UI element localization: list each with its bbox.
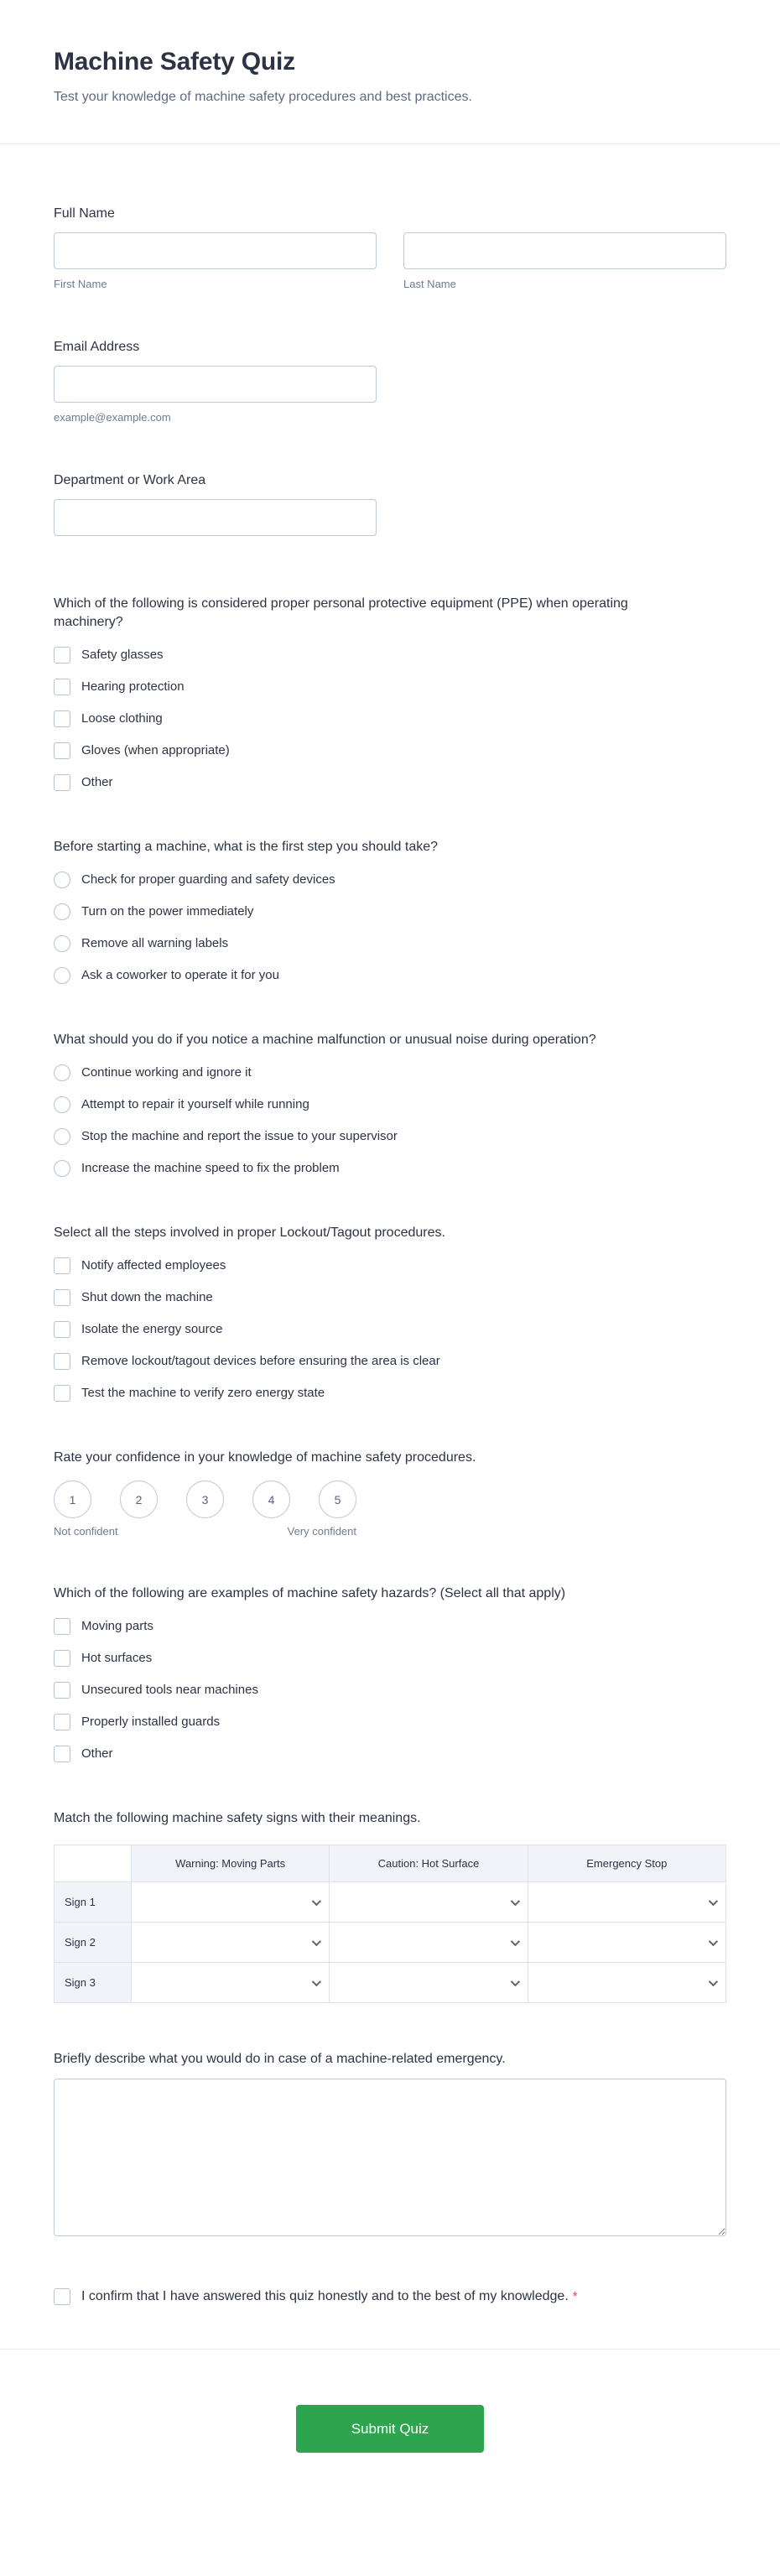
name-inputs-row <box>54 232 726 291</box>
confirm-label <box>81 2287 578 2307</box>
scale-option-2[interactable]: 2 <box>120 1481 158 1518</box>
checkbox[interactable] <box>54 1385 70 1402</box>
radio-option[interactable] <box>54 1095 726 1113</box>
chevron-down-icon <box>709 1896 718 1905</box>
matrix-dropdown[interactable] <box>132 1963 329 2002</box>
option-label: Safety glasses <box>81 648 164 662</box>
radio-button[interactable] <box>54 1096 70 1113</box>
checkbox[interactable] <box>54 1321 70 1338</box>
option-label: Unsecured tools near machines <box>81 1683 258 1697</box>
hazards-options <box>54 1617 726 1762</box>
option-label: Isolate the energy source <box>81 1322 223 1336</box>
question-confidence <box>54 1449 726 1538</box>
checkbox[interactable] <box>54 1289 70 1306</box>
option-label: Turn on the power immediately <box>81 904 254 919</box>
matrix-row <box>55 1923 726 1963</box>
option-label: Hot surfaces <box>81 1651 153 1665</box>
checkbox-option[interactable] <box>54 1384 726 1402</box>
lockout-options <box>54 1257 726 1402</box>
radio-option[interactable] <box>54 1127 726 1145</box>
checkbox[interactable] <box>54 1714 70 1730</box>
matrix-row-header: Sign 2 <box>55 1923 132 1963</box>
question-emergency <box>54 2050 726 2236</box>
form-subtitle: Test your knowledge of machine safety procedures and best practices. <box>54 90 472 104</box>
matrix-dropdown-cell[interactable] <box>132 1882 330 1923</box>
question-label: Which of the following are examples of machine safety hazards? (Select all that apply) <box>54 1586 566 1600</box>
field-full-name <box>54 205 726 291</box>
scale-option-3[interactable]: 3 <box>186 1481 224 1518</box>
checkbox[interactable] <box>54 2288 70 2305</box>
radio-option[interactable] <box>54 1159 726 1177</box>
option-label: Notify affected employees <box>81 1258 226 1272</box>
chevron-down-icon <box>312 1976 321 1985</box>
scale-options <box>54 1481 356 1518</box>
question-malfunction <box>54 1031 726 1177</box>
full-name-label: Full Name <box>54 206 115 221</box>
matrix-dropdown-cell[interactable] <box>330 1923 528 1963</box>
radio-button[interactable] <box>54 935 70 952</box>
matrix-dropdown[interactable] <box>132 1923 329 1962</box>
chevron-down-icon <box>312 1896 321 1905</box>
option-label: Moving parts <box>81 1619 153 1633</box>
question-label: Before starting a machine, what is the first step you should take? <box>54 840 439 854</box>
checkbox-option[interactable] <box>54 1288 726 1306</box>
email-input[interactable] <box>54 366 377 403</box>
option-label: Test the machine to verify zero energy state <box>81 1386 325 1400</box>
question-first-step <box>54 838 726 984</box>
confirm-checkbox-option[interactable] <box>54 2287 726 2307</box>
checkbox-option[interactable] <box>54 742 726 759</box>
checkbox[interactable] <box>54 1650 70 1667</box>
question-ppe <box>54 595 726 791</box>
checkbox-option[interactable] <box>54 710 726 727</box>
radio-option[interactable] <box>54 903 726 920</box>
question-lockout <box>54 1224 726 1402</box>
option-label: Ask a coworker to operate it for you <box>81 968 279 982</box>
option-label: Properly installed guards <box>81 1715 221 1729</box>
matrix-dropdown-cell[interactable] <box>132 1963 330 2003</box>
option-label: Remove all warning labels <box>81 936 229 950</box>
ppe-options <box>54 646 726 791</box>
field-department <box>54 471 726 536</box>
option-label: Stop the machine and report the issue to your supervisor <box>81 1129 398 1143</box>
scale-labels <box>54 1525 356 1538</box>
question-label: Which of the following is considered proper personal protective equipment (PPE) when operating machinery? <box>54 596 628 629</box>
department-label: Department or Work Area <box>54 473 206 487</box>
question-hazards <box>54 1585 726 1762</box>
scale-option-1[interactable]: 1 <box>54 1481 91 1518</box>
matrix-column-header: Emergency Stop <box>528 1845 725 1882</box>
matrix-row <box>55 1963 726 2003</box>
checkbox[interactable] <box>54 742 70 759</box>
header-divider <box>0 143 780 144</box>
first-step-options <box>54 871 726 984</box>
malfunction-options <box>54 1064 726 1177</box>
field-email <box>54 338 726 424</box>
checkbox-option[interactable] <box>54 1713 726 1730</box>
submit-button[interactable]: Submit Quiz <box>296 2405 484 2453</box>
radio-button[interactable] <box>54 1064 70 1081</box>
option-label: Attempt to repair it yourself while running <box>81 1097 309 1111</box>
matrix-dropdown[interactable] <box>528 1963 725 2002</box>
option-label: Check for proper guarding and safety devices <box>81 872 335 887</box>
form-header <box>0 0 780 107</box>
checkbox[interactable] <box>54 774 70 791</box>
radio-option[interactable] <box>54 871 726 888</box>
question-label: What should you do if you notice a machine malfunction or unusual noise during operation? <box>54 1033 596 1047</box>
option-label: Other <box>81 775 113 789</box>
checkbox-option[interactable] <box>54 1681 726 1699</box>
checkbox[interactable] <box>54 1353 70 1370</box>
chevron-down-icon <box>510 1896 519 1905</box>
submit-section <box>0 2350 780 2504</box>
scale-max-label: Very confident <box>287 1525 356 1538</box>
matrix-dropdown[interactable] <box>528 1882 725 1922</box>
checkbox[interactable] <box>54 1257 70 1274</box>
matrix-corner-cell <box>55 1845 132 1882</box>
email-sublabel: example@example.com <box>54 411 171 424</box>
form-body <box>0 205 780 2307</box>
question-label: Select all the steps involved in proper Lockout/Tagout procedures. <box>54 1226 445 1240</box>
option-label: Continue working and ignore it <box>81 1065 252 1080</box>
chevron-down-icon <box>709 1936 718 1945</box>
checkbox-option[interactable] <box>54 773 726 791</box>
first-name-sublabel: First Name <box>54 278 107 290</box>
form-title: Machine Safety Quiz <box>54 48 295 75</box>
scale-option-5[interactable]: 5 <box>319 1481 356 1518</box>
matrix-row-header: Sign 3 <box>55 1963 132 2003</box>
checkbox[interactable] <box>54 1746 70 1762</box>
chevron-down-icon <box>510 1936 519 1945</box>
option-label: Increase the machine speed to fix the problem <box>81 1161 340 1175</box>
question-label: Briefly describe what you would do in case of a machine-related emergency. <box>54 2052 506 2066</box>
last-name-column <box>403 232 726 291</box>
option-label: Gloves (when appropriate) <box>81 743 230 757</box>
radio-button[interactable] <box>54 903 70 920</box>
department-input[interactable] <box>54 499 377 536</box>
checkbox-option[interactable] <box>54 1320 726 1338</box>
radio-option[interactable] <box>54 966 726 984</box>
matrix-dropdown[interactable] <box>330 1882 527 1922</box>
radio-button[interactable] <box>54 872 70 888</box>
required-asterisk: * <box>572 2289 578 2303</box>
chevron-down-icon <box>312 1936 321 1945</box>
matrix-dropdown[interactable] <box>132 1882 329 1922</box>
radio-button[interactable] <box>54 967 70 984</box>
question-label: Rate your confidence in your knowledge of machine safety procedures. <box>54 1450 476 1465</box>
checkbox[interactable] <box>54 1618 70 1635</box>
scale-option-4[interactable]: 4 <box>252 1481 290 1518</box>
checkbox-option[interactable] <box>54 1617 726 1635</box>
matrix-dropdown-cell[interactable] <box>528 1923 725 1963</box>
confirm-text: I confirm that I have answered this quiz honestly and to the best of my knowledge. <box>81 2289 569 2303</box>
option-label: Other <box>81 1746 113 1761</box>
matrix-row-header: Sign 1 <box>55 1882 132 1923</box>
checkbox[interactable] <box>54 1682 70 1699</box>
checkbox[interactable] <box>54 647 70 664</box>
radio-button[interactable] <box>54 1128 70 1145</box>
radio-button[interactable] <box>54 1160 70 1177</box>
chevron-down-icon <box>510 1976 519 1985</box>
option-label: Hearing protection <box>81 679 185 694</box>
matrix-column-header: Caution: Hot Surface <box>330 1845 528 1882</box>
option-label: Remove lockout/tagout devices before ensuring the area is clear <box>81 1354 440 1368</box>
option-label: Loose clothing <box>81 711 163 726</box>
emergency-textarea[interactable] <box>54 2079 726 2236</box>
checkbox-option[interactable] <box>54 1352 726 1370</box>
matrix-dropdown-cell[interactable] <box>330 1963 528 2003</box>
chevron-down-icon <box>709 1976 718 1985</box>
email-label: Email Address <box>54 340 140 354</box>
matrix-dropdown[interactable] <box>330 1923 527 1962</box>
first-name-column <box>54 232 377 291</box>
option-label: Shut down the machine <box>81 1290 213 1304</box>
matrix-dropdown[interactable] <box>528 1923 725 1962</box>
checkbox[interactable] <box>54 710 70 727</box>
matrix-table <box>54 1845 726 2003</box>
last-name-input[interactable] <box>403 232 726 269</box>
question-label: Match the following machine safety signs with their meanings. <box>54 1811 421 1825</box>
radio-option[interactable] <box>54 934 726 952</box>
matrix-dropdown-cell[interactable] <box>330 1882 528 1923</box>
matrix-dropdown-cell[interactable] <box>132 1923 330 1963</box>
radio-option[interactable] <box>54 1064 726 1081</box>
checkbox-option[interactable] <box>54 1649 726 1667</box>
question-matrix <box>54 1809 726 2003</box>
checkbox-option[interactable] <box>54 1257 726 1274</box>
matrix-row <box>55 1882 726 1923</box>
last-name-sublabel: Last Name <box>403 278 456 290</box>
matrix-dropdown-cell[interactable] <box>528 1963 725 2003</box>
checkbox[interactable] <box>54 679 70 695</box>
checkbox-option[interactable] <box>54 1745 726 1762</box>
matrix-dropdown-cell[interactable] <box>528 1882 725 1923</box>
field-confirm <box>54 2287 726 2307</box>
first-name-input[interactable] <box>54 232 377 269</box>
checkbox-option[interactable] <box>54 646 726 664</box>
matrix-column-header: Warning: Moving Parts <box>132 1845 330 1882</box>
checkbox-option[interactable] <box>54 678 726 695</box>
scale-min-label: Not confident <box>54 1525 118 1538</box>
matrix-dropdown[interactable] <box>330 1963 527 2002</box>
